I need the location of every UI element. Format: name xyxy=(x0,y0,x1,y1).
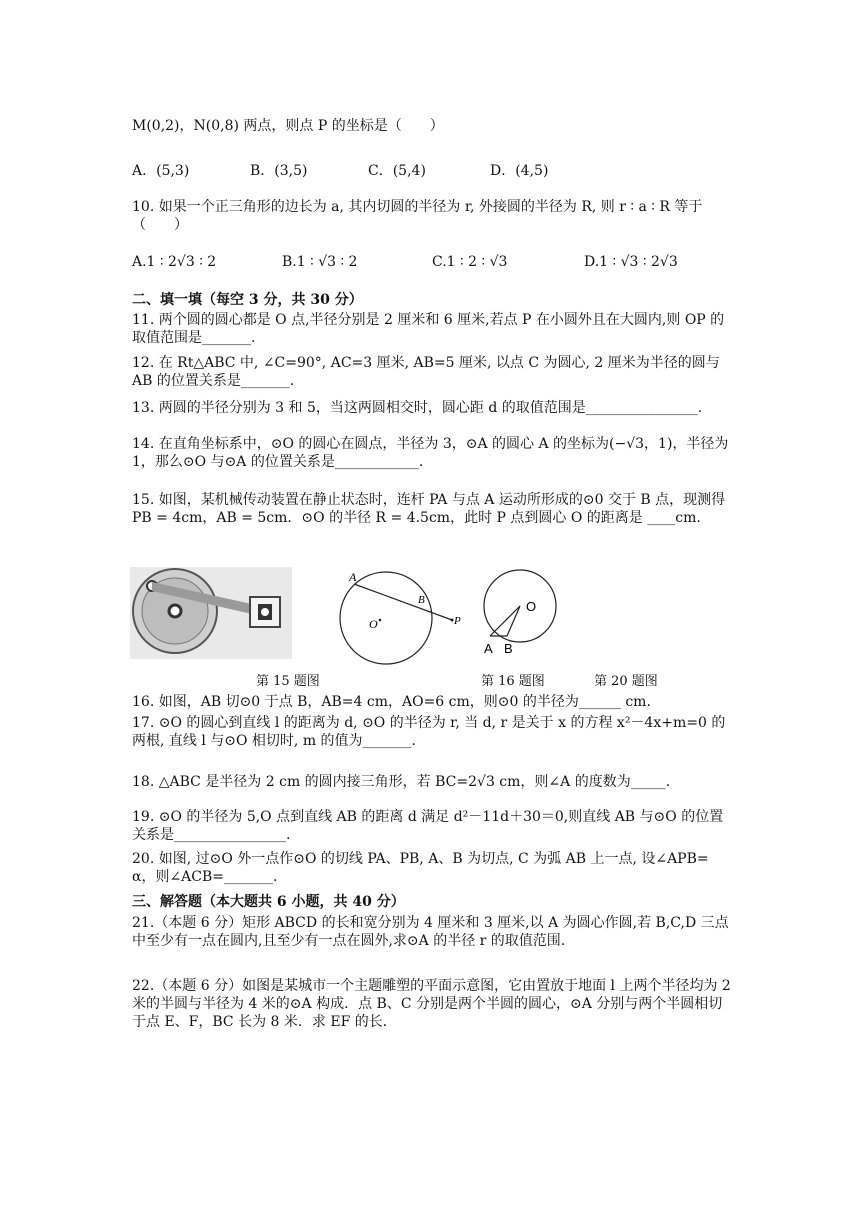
q10-option-a: A.1 ∶ 2√3 ∶ 2 xyxy=(132,254,217,270)
q10-option-d: D.1 ∶ √3 ∶ 2√3 xyxy=(584,254,678,270)
q9-tail: M(0,2)，N(0,8) 两点，则点 P 的坐标是（ ） xyxy=(132,118,444,134)
figure-16-diagram xyxy=(338,568,468,668)
fig16-label-b: B xyxy=(418,594,425,606)
fig16-label-p: P xyxy=(454,615,461,627)
section-3-heading: 三、解答题（本大题共 6 小题，共 40 分） xyxy=(132,894,405,910)
figure-20-diagram xyxy=(480,564,580,668)
question-22: 22.（本题 6 分）如图是某城市一个主题雕塑的平面示意图，它由置放于地面 l 上两个半径均为 2 米的半圆与半径为 4 米的⊙A 构成．点 B、C 分别是两个半圆的圆心，⊙A 分别与两个半圆相切于点 E、F，BC 长为 8 米．求 EF 的长． xyxy=(132,978,731,1030)
q9-option-d: D．(4,5) xyxy=(490,163,549,179)
caption-figure-20: 第 20 题图 xyxy=(594,674,658,689)
section-2-heading: 二、填一填（每空 3 分，共 30 分） xyxy=(132,292,363,308)
question-20: 20. 如图, 过⊙O 外一点作⊙O 的切线 PA、PB, A、B 为切点, C 为弧 AB 上一点, 设∠APB= α，则∠ACB=_______. xyxy=(132,851,709,885)
q10-option-c: C.1 ∶ 2 ∶ √3 xyxy=(432,254,508,270)
q9-option-a: A．(5,3) xyxy=(132,163,190,179)
question-21: 21.（本题 6 分）矩形 ABCD 的长和宽分别为 4 厘米和 3 厘米,以 A 为圆心作圆,若 B,C,D 三点中至少有一点在圆内,且至少有一点在圆外,求⊙A 的半径 r 的取值范围. xyxy=(132,915,729,949)
question-18: 18. △ABC 是半径为 2 cm 的圆内接三角形，若 BC=2√3 cm，则∠A 的度数为_____. xyxy=(132,774,671,790)
question-16: 16. 如图，AB 切⊙0 于点 B，AB=4 cm，AO=6 cm，则⊙0 的半径为______ cm. xyxy=(132,694,651,710)
question-11: 11. 两个圆的圆心都是 O 点,半径分别是 2 厘米和 6 厘米,若点 P 在小圆外且在大圆内,则 OP 的取值范围是_______. xyxy=(132,312,725,346)
fig16-label-o: O xyxy=(369,617,378,631)
fig16-label-a: A xyxy=(349,570,357,584)
fig20-label-o: O xyxy=(526,599,537,614)
figure-15-mechanism xyxy=(130,567,292,659)
q9-option-c: C．(5,4) xyxy=(368,163,426,179)
q9-option-b: B．(3,5) xyxy=(250,163,308,179)
caption-figure-16: 第 16 题图 xyxy=(481,674,545,689)
question-14: 14. 在直角坐标系中，⊙O 的圆心在圆点，半径为 3，⊙A 的圆心 A 的坐标为(−√3，1)，半径为 1，那么⊙O 与⊙A 的位置关系是____________. xyxy=(132,436,729,470)
question-10: 10. 如果一个正三角形的边长为 a, 其内切圆的半径为 r, 外接圆的半径为 R, 则 r ∶ a ∶ R 等于（ ） xyxy=(132,199,703,233)
q10-option-b: B.1 ∶ √3 ∶ 2 xyxy=(282,254,358,270)
question-15: 15. 如图，某机械传动装置在静止状态时，连杆 PA 与点 A 运动所形成的⊙0 交于 B 点，现测得 PB = 4cm，AB = 5cm．⊙O 的半径 R = 4.5cm，此时 P 点到圆心 O 的距离是 ____cm. xyxy=(132,492,726,526)
question-17: 17. ⊙O 的圆心到直线 l 的距离为 d, ⊙O 的半径为 r, 当 d, r 是关于 x 的方程 x²－4x+m=0 的两根, 直线 l 与⊙O 相切时, m 的值为_______. xyxy=(132,715,726,749)
question-19: 19. ⊙O 的半径为 5,O 点到直线 AB 的距离 d 满足 d²－11d＋30＝0,则直线 AB 与⊙O 的位置关系是________________. xyxy=(132,809,724,843)
question-12: 12. 在 Rt△ABC 中, ∠C=90°, AC=3 厘米, AB=5 厘米, 以点 C 为圆心, 2 厘米为半径的圆与 AB 的位置关系是_______. xyxy=(132,355,720,389)
fig20-label-a: A xyxy=(484,641,493,656)
fig20-label-b: B xyxy=(504,641,513,656)
caption-figure-15: 第 15 题图 xyxy=(256,674,320,689)
question-13: 13. 两圆的半径分别为 3 和 5，当这两圆相交时，圆心距 d 的取值范围是________________. xyxy=(132,400,703,416)
